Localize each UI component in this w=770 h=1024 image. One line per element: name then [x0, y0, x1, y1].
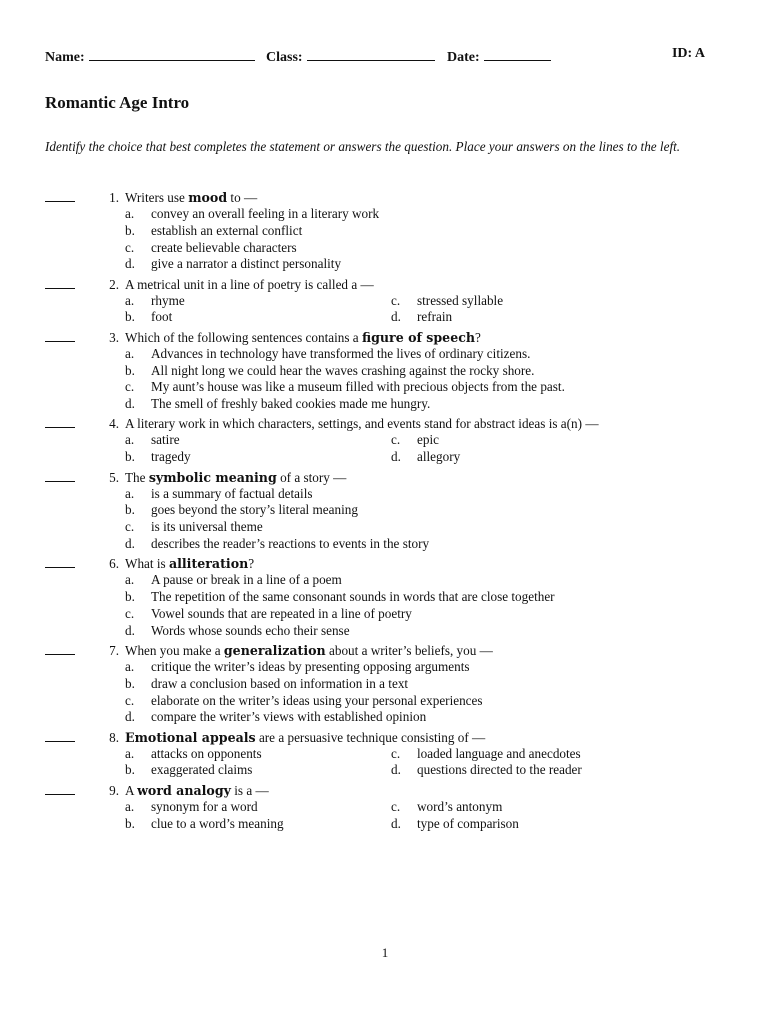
key-term: alliteration [168, 556, 249, 572]
option-letter: a. [125, 745, 135, 761]
question-item [45, 469, 725, 556]
option-text: goes beyond the story’s literal meaning [151, 502, 358, 518]
options-list [45, 746, 725, 780]
name-label: Name: [45, 50, 85, 65]
option-letter: a. [125, 206, 135, 221]
class-blank-line [307, 46, 435, 61]
date-label: Date: [447, 50, 480, 65]
stem-text: When you make a [125, 642, 224, 658]
option-letter: b. [125, 589, 135, 605]
option-letter: c. [125, 605, 135, 621]
option-text: questions directed to the reader [417, 762, 582, 778]
answer-blank-line[interactable] [45, 415, 75, 428]
answer-option [45, 223, 725, 240]
option-letter: c. [125, 519, 135, 535]
class-field [266, 46, 435, 66]
answer-blank-line[interactable] [45, 469, 75, 482]
stem-text: Which of the following sentences contains a [125, 329, 362, 345]
option-letter: b. [125, 362, 135, 378]
answer-option [45, 346, 725, 363]
stem-text: ? [475, 329, 481, 345]
option-letter: d. [125, 709, 135, 725]
stem-text: What is [125, 556, 169, 572]
option-letter: c. [391, 292, 401, 308]
answer-option [45, 502, 725, 519]
test-id: ID: A [671, 46, 705, 61]
option-letter: d. [125, 622, 135, 638]
answer-option [45, 572, 725, 589]
question-stem-row [45, 782, 725, 799]
question-stem [125, 729, 485, 746]
date-field [447, 46, 551, 66]
option-text: satire [151, 432, 180, 448]
question-item [45, 555, 725, 642]
question-stem-row [45, 555, 725, 572]
header-row [45, 46, 705, 64]
question-item [45, 729, 725, 782]
answer-option [45, 536, 725, 553]
stem-text: A [125, 782, 138, 798]
option-text: is its universal theme [151, 519, 263, 535]
stem-text: about a writer’s beliefs, you — [325, 642, 493, 658]
question-stem-row [45, 276, 725, 293]
question-stem [125, 329, 481, 346]
question-item [45, 415, 725, 468]
option-letter: d. [125, 396, 135, 412]
option-letter: b. [125, 449, 135, 465]
option-text: create believable characters [151, 239, 297, 255]
option-text: Vowel sounds that are repeated in a line of poetry [151, 605, 412, 621]
option-letter: a. [125, 345, 135, 361]
option-text: allegory [417, 449, 461, 465]
question-stem-row [45, 329, 725, 346]
question-stem [125, 469, 346, 486]
option-text: foot [151, 309, 173, 325]
option-text: is a summary of factual details [151, 485, 313, 501]
key-term: mood [188, 190, 228, 205]
date-blank-line [484, 46, 551, 61]
question-number: 6. [109, 556, 119, 572]
option-letter: c. [125, 239, 135, 255]
stem-text: is a — [230, 782, 269, 798]
page-title: Romantic Age Intro [45, 93, 190, 112]
option-text: establish an external conflict [151, 222, 303, 238]
key-term: Emotional appeals [125, 729, 256, 745]
option-letter: d. [125, 535, 135, 551]
option-text: refrain [417, 309, 453, 325]
answer-blank-line[interactable] [45, 329, 75, 342]
options-list [45, 206, 725, 273]
answer-blank-line[interactable] [45, 642, 75, 655]
option-letter: b. [125, 815, 135, 831]
key-term: symbolic meaning [148, 469, 277, 485]
question-item [45, 329, 725, 416]
options-list [45, 293, 725, 327]
option-letter: b. [125, 502, 135, 518]
question-list [45, 189, 725, 835]
answer-option [45, 206, 725, 223]
option-letter: c. [125, 692, 135, 708]
question-stem [125, 415, 599, 432]
answer-option [45, 709, 725, 726]
question-stem-row [45, 729, 725, 746]
option-letter: d. [391, 762, 401, 778]
question-stem [125, 642, 493, 659]
answer-blank-line[interactable] [45, 555, 75, 568]
answer-blank-line[interactable] [45, 729, 75, 742]
answer-option [45, 519, 725, 536]
option-text: tragedy [151, 449, 191, 465]
option-letter: a. [125, 658, 135, 674]
option-text: exaggerated claims [151, 762, 253, 778]
option-letter: d. [391, 815, 401, 831]
instructions: Identify the choice that best completes the statement or answers the question. Place your answers on the lines to the left. [45, 139, 681, 154]
answer-option [45, 606, 725, 623]
question-item [45, 189, 725, 276]
stem-text: of a story — [276, 469, 347, 485]
options-list [45, 432, 725, 466]
option-letter: a. [125, 292, 135, 308]
option-text: synonym for a word [151, 798, 258, 814]
question-number: 5. [109, 469, 119, 485]
option-text: Words whose sounds echo their sense [151, 622, 350, 638]
option-text: convey an overall feeling in a literary work [151, 206, 380, 221]
option-letter: c. [391, 798, 401, 814]
option-text: rhyme [151, 292, 185, 308]
answer-option [45, 589, 725, 606]
question-stem-row [45, 189, 725, 206]
option-letter: d. [391, 309, 401, 325]
option-letter: c. [391, 745, 401, 761]
answer-option [45, 256, 725, 273]
option-text: draw a conclusion based on information in a text [151, 675, 409, 691]
answer-option [45, 693, 725, 710]
stem-text: are a persuasive technique consisting of — [255, 729, 486, 745]
option-letter: a. [125, 798, 135, 814]
option-text: My aunt’s house was like a museum filled with precious objects from the past. [151, 379, 565, 395]
answer-option [45, 486, 725, 503]
option-letter: b. [125, 222, 135, 238]
question-stem [125, 782, 269, 799]
question-stem-row [45, 469, 725, 486]
answer-option [45, 240, 725, 257]
option-letter: a. [125, 572, 135, 588]
option-text: loaded language and anecdotes [417, 745, 581, 761]
key-term: word analogy [137, 782, 231, 798]
answer-option [45, 379, 725, 396]
option-text: compare the writer’s views with established opinion [151, 709, 427, 725]
answer-option [45, 623, 725, 640]
question-item [45, 642, 725, 729]
option-letter: a. [125, 432, 135, 448]
option-text: elaborate on the writer’s ideas using your personal experiences [151, 692, 483, 708]
option-letter: c. [125, 379, 135, 395]
stem-text: ? [248, 556, 255, 572]
answer-blank-line[interactable] [45, 189, 75, 202]
key-term: generalization [223, 642, 326, 658]
options-list [45, 486, 725, 553]
answer-option [45, 363, 725, 380]
question-number: 2. [109, 276, 119, 292]
stem-text: to — [227, 190, 258, 205]
option-letter: b. [125, 309, 135, 325]
option-letter: a. [125, 485, 135, 501]
answer-option [45, 676, 725, 693]
page-number: 1 [381, 945, 389, 960]
options-list [45, 572, 725, 639]
question-stem-row [45, 415, 725, 432]
option-text: critique the writer’s ideas by presenting opposing arguments [151, 658, 470, 674]
option-text: The smell of freshly baked cookies made me hungry. [151, 396, 431, 412]
option-text: clue to a word’s meaning [151, 815, 284, 831]
answer-option [45, 659, 725, 676]
options-list [45, 659, 725, 726]
question-number: 7. [109, 642, 119, 658]
option-letter: c. [391, 432, 401, 448]
question-stem-row [45, 642, 725, 659]
option-text: word’s antonym [417, 798, 503, 814]
option-text: Advances in technology have transformed the lives of ordinary citizens. [151, 345, 531, 361]
option-text: A pause or break in a line of a poem [151, 572, 342, 588]
answer-blank-line[interactable] [45, 276, 75, 289]
question-stem [125, 555, 254, 572]
stem-text: A metrical unit in a line of poetry is called a — [125, 276, 374, 292]
question-stem [125, 189, 257, 206]
stem-text: The [125, 469, 149, 485]
option-text: epic [417, 432, 439, 448]
class-label: Class: [266, 50, 303, 65]
option-letter: b. [125, 675, 135, 691]
option-letter: d. [391, 449, 401, 465]
option-letter: b. [125, 762, 135, 778]
option-text: type of comparison [417, 815, 519, 831]
options-list [45, 799, 725, 833]
option-text: All night long we could hear the waves crashing against the rocky shore. [151, 362, 535, 378]
question-number: 1. [109, 190, 119, 205]
name-field [45, 46, 255, 66]
option-text: The repetition of the same consonant sounds in words that are close together [151, 589, 555, 605]
stem-text: A literary work in which characters, settings, and events stand for abstract ideas is a(n) — [125, 416, 599, 432]
question-item [45, 276, 725, 329]
question-number: 3. [109, 329, 119, 345]
options-list [45, 346, 725, 413]
option-text: give a narrator a distinct personality [151, 256, 342, 272]
name-blank-line [89, 46, 255, 61]
question-stem [125, 276, 374, 293]
option-letter: d. [125, 256, 135, 272]
question-number: 8. [109, 729, 119, 745]
option-text: attacks on opponents [151, 745, 262, 761]
question-number: 4. [109, 416, 119, 432]
question-number: 9. [109, 782, 119, 798]
answer-option [45, 396, 725, 413]
question-item [45, 782, 725, 835]
option-text: describes the reader’s reactions to events in the story [151, 535, 430, 551]
answer-blank-line[interactable] [45, 782, 75, 795]
stem-text: Writers use [125, 190, 189, 205]
key-term: figure of speech [361, 329, 476, 345]
option-text: stressed syllable [417, 292, 504, 308]
